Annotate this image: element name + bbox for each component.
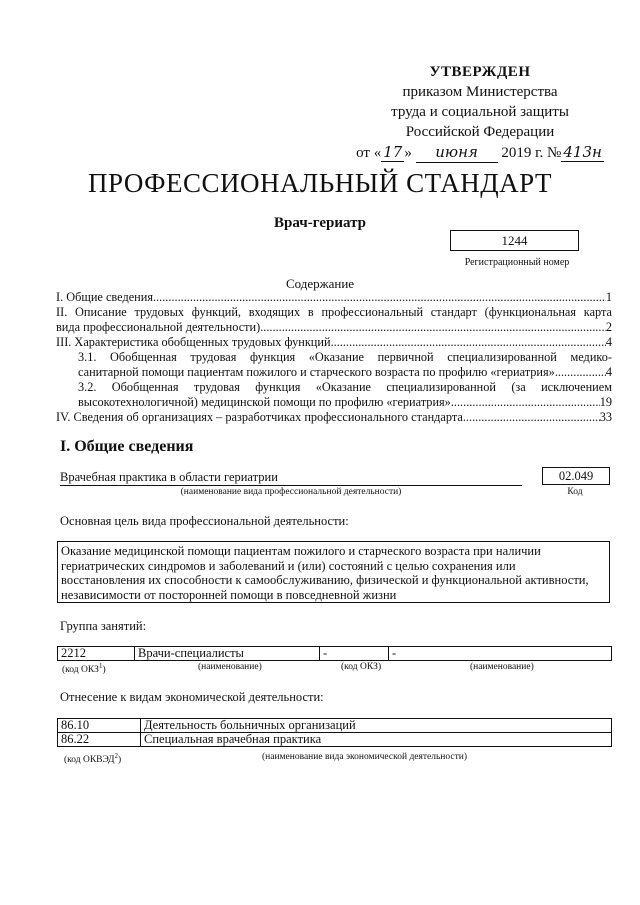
- activity-code: 02.049: [542, 467, 610, 485]
- econ-name: Деятельность больничных организаций: [141, 719, 612, 733]
- activity-code-label: Код: [567, 487, 583, 497]
- group-table: [57, 646, 612, 661]
- group-caption-name: (наименование): [198, 662, 262, 672]
- approval-day: 17: [383, 143, 403, 161]
- section-heading: I. Общие сведения: [60, 438, 194, 455]
- toc-heading: Содержание: [285, 276, 355, 291]
- goal-label: Основная цель вида профессиональной деятельности:: [60, 514, 349, 528]
- group-code2: -: [320, 647, 389, 661]
- goal-box: Оказание медицинской помощи пациентам пожилого и старческого возраста при наличии гериатрических синдромов и заболеваний и (или) состояний с целью сохранения или восстановления их способности к самообслуживанию, физической и функциональной активности, независимости от посторонней помощи в повседневной жизни: [57, 541, 610, 603]
- approval-title: УТВЕРЖДЕН: [429, 64, 531, 80]
- approval-number: 413н: [563, 143, 602, 161]
- group-code: 2212: [58, 647, 135, 661]
- group-label: Группа занятий:: [60, 619, 147, 633]
- document-title: ПРОФЕССИОНАЛЬНЫЙ СТАНДАРТ: [87, 168, 553, 198]
- approval-line-1: приказом Министерства: [402, 84, 558, 100]
- econ-caption-code: (код ОКВЭД$^2$): [64, 752, 122, 766]
- econ-label: Отнесение к видам экономической деятельности:: [60, 690, 324, 704]
- group-caption-code2: (код ОКЗ): [341, 662, 382, 672]
- approval-line-2: труда и социальной защиты: [391, 104, 569, 120]
- group-caption-code: (код ОКЗ$^1$): [62, 662, 106, 676]
- group-name: Врачи-специалисты: [135, 647, 320, 661]
- activity-name: Врачебная практика в области гериатрии: [60, 470, 522, 486]
- approval-year: 2019 г. №: [501, 145, 562, 161]
- toc-item-3[interactable]: III. Характеристика обобщенных трудовых функций ..... 4: [56, 335, 612, 350]
- table-row: [58, 719, 612, 733]
- group-name2: -: [389, 647, 612, 661]
- activity-caption: (наименование вида профессиональной деятельности): [180, 487, 402, 497]
- approval-date: от « 17 » июня 2019 г. № 413н: [356, 143, 602, 161]
- econ-name: Специальная врачебная практика: [141, 733, 612, 747]
- toc-item-3-2[interactable]: 3.2. Обобщенная трудовая функция «Оказание специализированной (за исключением высокотехнологичной) медицинской помощи по профилю «гериатрия» ..... 19: [78, 380, 612, 410]
- toc-item-4[interactable]: IV. Сведения об организациях – разработчиках профессионального стандарта ..... 33: [56, 410, 612, 425]
- table-row: [58, 733, 612, 747]
- toc-item-1[interactable]: I. Общие сведения ..... 1: [56, 290, 612, 305]
- registration-number: 1244: [450, 230, 579, 251]
- approval-month: июня: [416, 142, 498, 163]
- econ-table: [57, 718, 612, 747]
- toc-item-2[interactable]: II. Описание трудовых функций, входящих в профессиональный стандарт (функциональная карта вида профессиональной деятельности) ..... 2: [56, 305, 612, 335]
- registration-label: Регистрационный номер: [464, 257, 570, 268]
- document-subtitle: Врач-гериатр: [274, 215, 366, 231]
- econ-code: 86.10: [58, 719, 141, 733]
- econ-code: 86.22: [58, 733, 141, 747]
- toc-item-3-1[interactable]: 3.1. Обобщенная трудовая функция «Оказание первичной специализированной медико- санитарной помощи пациентам пожилого и старческого возраста по профилю «гериатрия» ..... 4: [78, 350, 612, 380]
- approval-line-3: Российской Федерации: [405, 124, 555, 140]
- econ-caption-name: (наименование вида экономической деятельности): [262, 752, 467, 762]
- approval-block: [350, 62, 610, 163]
- table-row: [58, 647, 612, 661]
- group-caption-name2: (наименование): [470, 662, 534, 672]
